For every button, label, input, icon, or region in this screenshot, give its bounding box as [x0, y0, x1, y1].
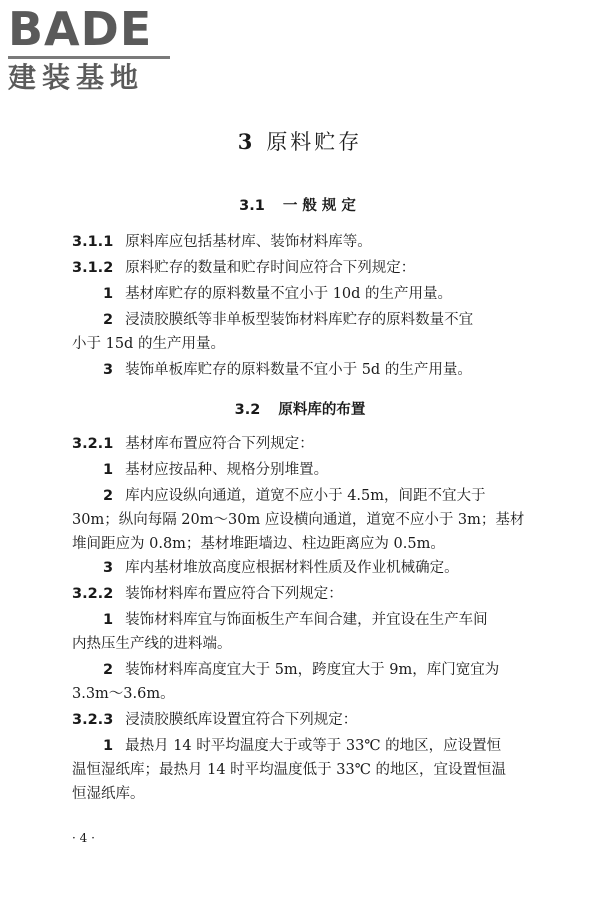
continuation-line: [72, 760, 532, 780]
item-line: [103, 558, 533, 578]
item-text: 浸渍胶膜纸等非单板型装饰材料库贮存的原料数量不宜: [125, 312, 474, 328]
continuation-text: 堆间距应为 0.8m；基材堆距墙边、柱边距离应为 0.5m。: [72, 536, 445, 552]
continuation-line: [72, 784, 532, 804]
item-text: 装饰材料库宜与饰面板生产车间合建，并宜设在生产车间: [125, 612, 488, 628]
continuation-text: 温恒湿纸库；最热月 14 时平均温度低于 33℃ 的地区，宜设置恒温: [72, 762, 507, 778]
clause-number: 3.1.1: [72, 234, 114, 250]
item-text: 最热月 14 时平均温度大于或等于 33℃ 的地区，应设置恒: [125, 738, 502, 754]
item-number: 2: [103, 488, 114, 504]
item-text: 装饰材料库高度宜大于 5m，跨度宜大于 9m，库门宽宜为: [125, 662, 500, 678]
continuation-line: [72, 510, 532, 530]
continuation-text: 3.3m～3.6m。: [72, 686, 175, 702]
item-line: [103, 310, 533, 330]
item-number: 1: [103, 462, 114, 478]
item-number: 1: [103, 612, 114, 628]
logo: [8, 4, 178, 94]
continuation-text: 30m；纵向每隔 20m～30m 应设横向通道，道宽不应小于 3m；基材: [72, 512, 525, 528]
section-name: 原料库的布置: [278, 402, 366, 418]
continuation-line: [72, 684, 532, 704]
clause-number: 3.2.3: [72, 712, 114, 728]
section-name: 一般规定: [282, 198, 361, 214]
page-number: · 4 ·: [72, 831, 95, 845]
item-line: [103, 610, 533, 630]
continuation-line: [72, 634, 532, 654]
item-line: [103, 460, 533, 480]
clause-text: 浸渍胶膜纸库设置宜符合下列规定：: [125, 712, 358, 728]
logo-subtitle: 建装基地: [8, 61, 145, 94]
section-number: 3.2: [234, 402, 261, 418]
item-text: 装饰单板库贮存的原料数量不宜小于 5d 的生产用量。: [125, 362, 472, 378]
clause-text: 装饰材料库布置应符合下列规定：: [125, 586, 343, 602]
clause-number: 3.2.2: [72, 586, 114, 602]
continuation-text: 恒湿纸库。: [72, 786, 145, 802]
item-line: [103, 660, 533, 680]
item-line: [103, 736, 533, 756]
clause-text: 基材库布置应符合下列规定：: [125, 436, 314, 452]
clause-line: [72, 710, 532, 730]
clause-line: [72, 434, 532, 454]
clause-number: 3.1.2: [72, 260, 114, 276]
logo-rule: [8, 56, 170, 59]
clause-text: 原料贮存的数量和贮存时间应符合下列规定：: [125, 260, 416, 276]
item-number: 2: [103, 312, 114, 328]
clause-line: [72, 258, 532, 278]
chapter-name: 原料贮存: [266, 130, 363, 154]
clause-text: 原料库应包括基材库、装饰材料库等。: [125, 234, 372, 250]
continuation-text: 内热压生产线的进料端。: [72, 636, 232, 652]
item-text: 库内基材堆放高度应根据材料性质及作业机械确定。: [125, 560, 459, 576]
item-line: [103, 360, 533, 380]
item-number: 3: [103, 560, 114, 576]
item-text: 基材库贮存的原料数量不宜小于 10d 的生产用量。: [125, 286, 453, 302]
clause-number: 3.2.1: [72, 436, 114, 452]
item-text: 基材应按品种、规格分别堆置。: [125, 462, 329, 478]
continuation-line: [72, 534, 532, 554]
item-number: 3: [103, 362, 114, 378]
chapter-number: 3: [237, 129, 253, 154]
section-title: [0, 398, 600, 419]
item-number: 1: [103, 738, 114, 754]
item-line: [103, 284, 533, 304]
section-title: [0, 194, 600, 215]
item-line: [103, 486, 533, 506]
continuation-text: 小于 15d 的生产用量。: [72, 336, 225, 352]
item-number: 1: [103, 286, 114, 302]
section-number: 3.1: [239, 198, 265, 214]
clause-line: [72, 584, 532, 604]
logo-wordmark: BADE: [8, 2, 153, 56]
clause-line: [72, 232, 532, 252]
item-text: 库内应设纵向通道，道宽不应小于 4.5m，间距不宜大于: [125, 488, 486, 504]
chapter-title: [0, 126, 600, 156]
continuation-line: [72, 334, 532, 354]
item-number: 2: [103, 662, 114, 678]
